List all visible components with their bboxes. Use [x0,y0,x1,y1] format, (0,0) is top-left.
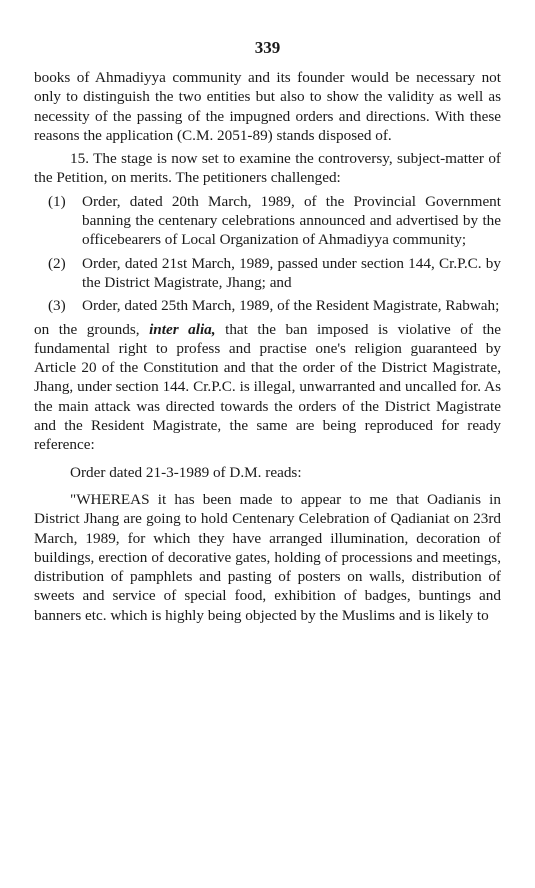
order-item [34,296,501,315]
order-item [34,192,501,250]
inter-alia-text: inter alia, [149,320,216,338]
grounds-body: that the ban imposed is violative of the fundamental right to profess and practise one's religion guaranteed by Article 20 of the Constitution and that the order of the District Magistrate, Jhang, under section 144. Cr.P.C. is illegal, unwarranted and uncalled for. As the main attack was directed towards the orders of the District Magistrate and the Resident Magistrate, the same are being reproduced for ready reference: [34,320,502,454]
order-text: Order, dated 21st March, 1989, passed under section 144, Cr.P.C. by the District Magistrate, Jhang; and [82,254,501,291]
intro-paragraph: books of Ahmadiyya community and its founder would be necessary not only to distinguish the two entities but also to show the validity as well as necessity of the passing of the impugned orders and directions. With these reasons the application (C.M. 2051-89) stands disposed of. [34,69,501,144]
grounds-lead: on the grounds, [34,320,140,338]
order-item [34,254,501,293]
page-number: 339 [254,38,281,57]
order-number: (3) [48,297,66,315]
whereas-paragraph: "WHEREAS it has been made to appear to me that Oadianis in District Jhang are going to hold Centenary Celebration of Qadianiat on 23rd March, 1989, for which they have arranged illumination, decoration of buildings, erection of decorative gates, holding of processions and meetings, distribution of pamphlets and pasting of posters on walls, distribution of sweets and service of special food, exhibition of badges, buntings and banners etc. which is highly being objected by the Muslims and is likely to [34,490,501,624]
grounds-paragraph [34,320,501,455]
order-text: Order, dated 20th March, 1989, of the Provincial Government banning the centenary celebrations announced and advertised by the officebearers of Local Organization of Ahmadiyya community; [82,192,501,249]
order-number: (1) [48,192,66,210]
order-number: (2) [48,254,66,272]
paragraph-15: 15. The stage is now set to examine the controversy, subject-matter of the Petition, on merits. The petitioners challenged: [34,150,501,187]
order-heading: Order dated 21-3-1989 of D.M. reads: [70,463,302,481]
order-text: Order, dated 25th March, 1989, of the Resident Magistrate, Rabwah; [82,297,500,315]
orders-list [34,192,501,316]
